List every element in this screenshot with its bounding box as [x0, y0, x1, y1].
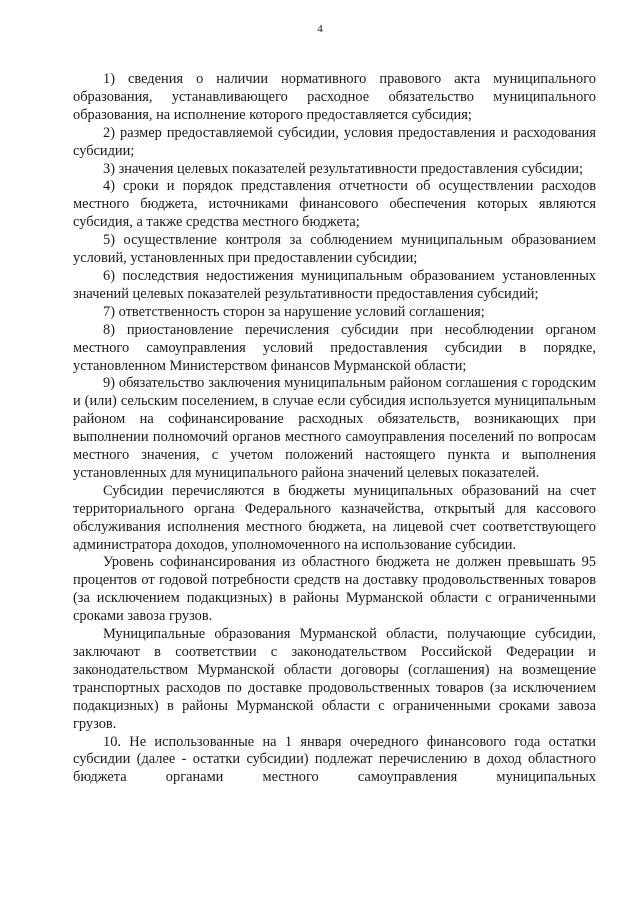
paragraph-item-2: 2) размер предоставляемой субсидии, условия предоставления и расходования субсидии; [73, 124, 596, 159]
paragraph-municipal-agreements: Муниципальные образования Мурманской области, получающие субсидии, заключают в соответствии с законодательством Российской Федерации и законодательством Мурманской области договоры (соглашения) на возмещение транспортных расходов по доставке продовольственных товаров (за исключением подакцизных) в районы Мурманской области с ограниченными сроками завоза грузов. [73, 626, 596, 732]
paragraph-item-3: 3) значения целевых показателей результативности предоставления субсидии; [103, 160, 583, 177]
paragraph-item-7: 7) ответственность сторон за нарушение условий соглашения; [103, 303, 485, 320]
paragraph-item-9: 9) обязательство заключения муниципальным районом соглашения с городским и (или) сельским поселением, в случае если субсидия используется муниципальным районом на софинансирование расходных обязательств, возникающих при выполнении полномочий органов местного самоуправления поселений по вопросам местного значения, с учетом положений настоящего пункта и выполнения установленных для муниципального района значений целевых показателей. [73, 375, 596, 481]
paragraph-subsidy-transfer: Субсидии перечисляются в бюджеты муниципальных образований на счет территориального органа Федерального казначейства, открытый для кассового обслуживания исполнения местного бюджета, на лицевой счет соответствующего администратора доходов, уполномоченного на использование субсидии. [73, 482, 596, 553]
paragraph-item-8: 8) приостановление перечисления субсидии при несоблюдении органом местного самоуправления условий предоставления субсидии в порядке, установленном Министерством финансов Мурманской области; [73, 321, 596, 374]
page-number: 4 [317, 23, 323, 35]
paragraph-item-4: 4) сроки и порядок представления отчетности об осуществлении расходов местного бюджета, источниками финансового обеспечения которых являются субсидия, а также средства местного бюджета; [73, 178, 596, 231]
paragraph-item-5: 5) осуществление контроля за соблюдением муниципальным образованием условий, установленных при предоставлении субсидии; [73, 232, 596, 267]
paragraph-item-6: 6) последствия недостижения муниципальным образованием установленных значений целевых показателей результативности предоставления субсидий; [73, 267, 596, 302]
document-body [73, 71, 596, 787]
paragraph-item-1: 1) сведения о наличии нормативного правового акта муниципального образования, устанавливающего расходное обязательство муниципального образования, на исполнение которого предоставляется субсидия; [73, 71, 596, 123]
paragraph-cofinancing-level: Уровень софинансирования из областного бюджета не должен превышать 95 процентов от годовой потребности средств на доставку продовольственных товаров (за исключением подакцизных) в районы Мурманской области с ограниченными сроками завоза грузов. [73, 554, 596, 625]
paragraph-item-10: 10. Не использованные на 1 января очередного финансового года остатки субсидии (далее - остатки субсидии) подлежат перечислению в доход областного бюджета органами местного самоуправления муниципальных [73, 733, 596, 786]
